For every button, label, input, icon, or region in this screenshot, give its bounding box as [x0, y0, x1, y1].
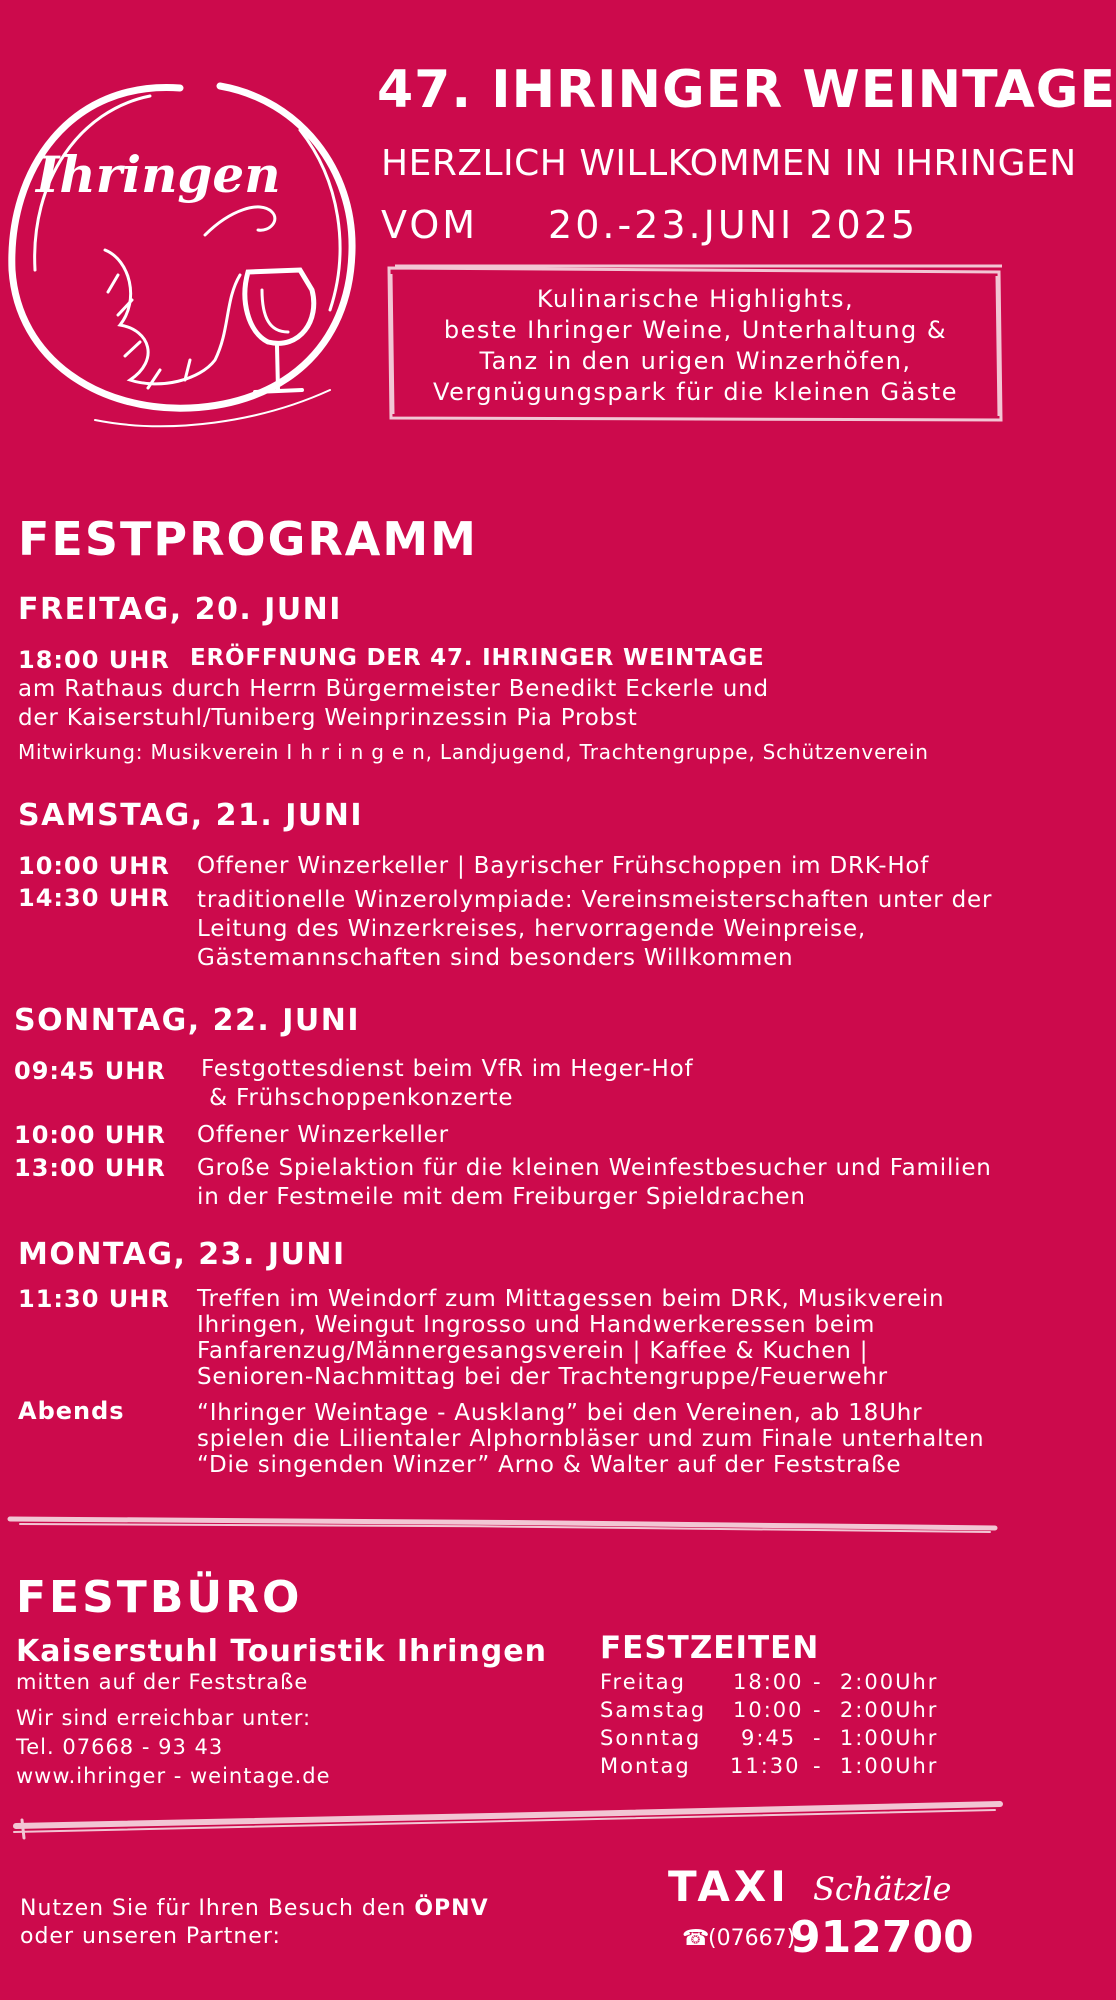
event-line: Gästemannschaften sind besonders Willkommen — [197, 945, 794, 971]
office-phone: Tel. 07668 - 93 43 — [16, 1735, 224, 1759]
day-heading-monday: MONTAG, 23. JUNI — [18, 1237, 346, 1272]
section-divider — [0, 1508, 1015, 1538]
time-sunday-1300: 13:00 UHR — [14, 1154, 166, 1182]
time-saturday-1000: 10:00 UHR — [18, 852, 170, 880]
event-line: traditionelle Winzerolympiade: Vereinsmeisterschaften unter der — [197, 887, 993, 913]
ihringen-logo — [0, 60, 380, 430]
event-opening: ERÖFFNUNG DER 47. IHRINGER WEINTAGE — [190, 645, 765, 671]
fz-from: 9:45 — [741, 1726, 797, 1750]
time-monday-abends: Abends — [18, 1397, 125, 1425]
highlight-line: Vergnügungspark für die kleinen Gäste — [433, 378, 958, 406]
section-divider — [0, 1794, 1015, 1844]
website-link[interactable]: www.ihringer - weintage.de — [16, 1764, 331, 1788]
oepnv-text: Nutzen Sie für Ihren Besuch den — [20, 1896, 415, 1921]
oepnv-line — [20, 1895, 489, 1923]
time-monday-1130: 11:30 UHR — [18, 1285, 170, 1313]
fz-day: Sonntag — [600, 1726, 702, 1750]
event-line: & Frühschoppenkonzerte — [201, 1085, 514, 1111]
oepnv-line-2: oder unseren Partner: — [20, 1924, 281, 1949]
fz-to: - 1:00Uhr — [813, 1754, 939, 1778]
fz-from: 10:00 — [733, 1698, 804, 1722]
event-title: 47. IHRINGER WEINTAGE — [377, 60, 1116, 120]
fz-to: - 1:00Uhr — [813, 1726, 939, 1750]
dates-prefix: VOM — [381, 203, 479, 247]
participation-line: Mitwirkung: Musikverein I h r i n g e n, Landjugend, Trachtengruppe, Schützenverein — [18, 740, 929, 764]
event-line: Große Spielaktion für die kleinen Weinfestbesucher und Familien — [197, 1155, 992, 1181]
event-dates — [381, 203, 918, 247]
event-line: in der Festmeile mit dem Freiburger Spieldrachen — [197, 1184, 806, 1210]
day-heading-friday: FREITAG, 20. JUNI — [18, 592, 342, 627]
fz-day: Freitag — [600, 1670, 686, 1694]
event-line: der Kaiserstuhl/Tuniberg Weinprinzessin Pia Probst — [18, 705, 638, 731]
event-line: Offener Winzerkeller | Bayrischer Frühschoppen im DRK-Hof — [197, 853, 930, 879]
festzeiten-title: FESTZEITEN — [600, 1630, 820, 1666]
event-line: Festgottesdienst beim VfR im Heger-Hof — [201, 1056, 694, 1082]
event-line: spielen die Lilientaler Alphornbläser und zum Finale unterhalten — [197, 1426, 985, 1452]
office-name: Kaiserstuhl Touristik Ihringen — [16, 1634, 547, 1669]
fz-from: 18:00 — [733, 1670, 804, 1694]
office-location: mitten auf der Feststraße — [16, 1670, 309, 1694]
taxi-phone-number[interactable]: 912700 — [790, 1912, 974, 1963]
logo-wordmark: Ihringen — [36, 145, 281, 204]
highlight-line: Tanz in den urigen Winzerhöfen, — [479, 347, 912, 375]
phone-icon: ☎ — [682, 1926, 710, 1951]
event-line: Leitung des Winzerkreises, hervorragende Weinpreise, — [197, 916, 867, 942]
event-line: Senioren-Nachmittag bei der Trachtengruppe/Feuerwehr — [197, 1364, 888, 1390]
time-friday-1800: 18:00 UHR — [18, 646, 170, 674]
oepnv-note — [20, 1895, 489, 1951]
fz-day: Montag — [600, 1754, 691, 1778]
fz-to: - 2:00Uhr — [813, 1670, 939, 1694]
event-line: Treffen im Weindorf zum Mittagessen beim DRK, Musikverein — [197, 1286, 945, 1312]
festbuero-title: FESTBÜRO — [16, 1572, 303, 1623]
time-sunday-1000: 10:00 UHR — [14, 1121, 166, 1149]
time-sunday-0945: 09:45 UHR — [14, 1057, 166, 1085]
taxi-ad — [668, 1862, 1008, 1962]
event-line: Fanfarenzug/Männergesangsverein | Kaffee & Kuchen | — [197, 1338, 869, 1364]
fz-from: 11:30 — [730, 1754, 801, 1778]
fz-to: - 2:00Uhr — [813, 1698, 939, 1722]
day-heading-saturday: SAMSTAG, 21. JUNI — [18, 798, 363, 833]
highlights-text — [387, 284, 1004, 408]
event-line: Offener Winzerkeller — [197, 1122, 449, 1148]
highlights-box — [387, 264, 1004, 424]
event-line: “Ihringer Weintage - Ausklang” bei den Vereinen, ab 18Uhr — [197, 1400, 923, 1426]
highlight-line: beste Ihringer Weine, Unterhaltung & — [443, 316, 948, 344]
day-heading-sunday: SONNTAG, 22. JUNI — [14, 1003, 361, 1038]
welcome-line: HERZLICH WILLKOMMEN IN IHRINGEN — [381, 143, 1077, 184]
highlight-line: Kulinarische Highlights, — [536, 285, 855, 313]
event-line: Ihringen, Weingut Ingrosso und Handwerkeressen beim — [197, 1312, 876, 1338]
event-line: am Rathaus durch Herrn Bürgermeister Benedikt Eckerle und — [18, 676, 769, 702]
time-saturday-1430: 14:30 UHR — [18, 884, 170, 912]
program-title: FESTPROGRAMM — [18, 512, 478, 566]
taxi-area-code: (07667) — [708, 1926, 796, 1951]
event-line: “Die singenden Winzer” Arno & Walter auf der Feststraße — [197, 1452, 902, 1478]
taxi-word: TAXI — [668, 1862, 790, 1911]
fz-day: Samstag — [600, 1698, 707, 1722]
taxi-company-name: Schätzle — [813, 1870, 952, 1908]
ihringen-logo-graphic — [0, 60, 380, 430]
dates-range: 20.-23.JUNI 2025 — [548, 203, 919, 247]
oepnv-bold: ÖPNV — [414, 1896, 489, 1921]
reach-label: Wir sind erreichbar unter: — [16, 1706, 312, 1730]
